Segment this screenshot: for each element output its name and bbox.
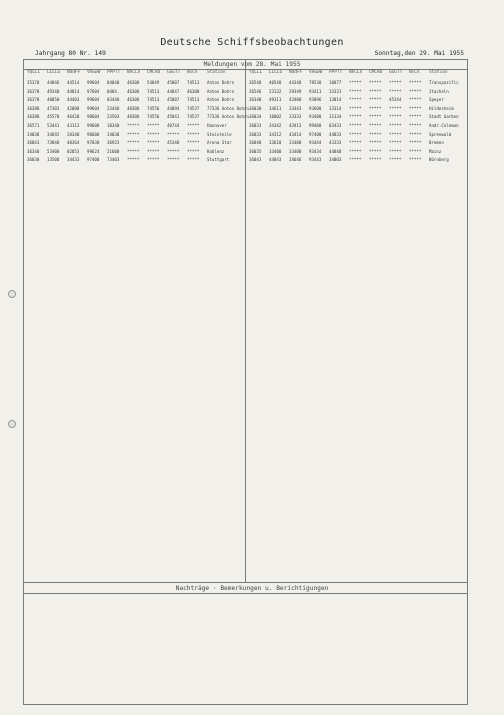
code-cell: ***** (389, 88, 402, 94)
code-cell: 11334 (329, 114, 342, 120)
code-cell: 42000 (67, 105, 80, 111)
code-cell: 10340 (107, 123, 120, 128)
code-cell: 40300 (127, 114, 140, 120)
station-name: Hildesheim (429, 105, 454, 111)
code-cell: 93444 (309, 140, 322, 146)
punch-hole-top (8, 290, 16, 298)
code-cell: 10002 (269, 114, 282, 120)
station-name: Arona Star (207, 140, 232, 146)
notes-label: Nachträge · Bemerkungen u. Berichtigungen (175, 585, 329, 592)
code-cell: 93096 (309, 97, 322, 103)
code-cell: 34433 (67, 157, 80, 163)
code-cell: 47303 (47, 105, 60, 111)
code-cell: 99600 (87, 123, 100, 128)
code-cell: ***** (369, 97, 382, 103)
code-cell: 36370 (27, 97, 40, 103)
code-cell: 13500 (47, 157, 60, 163)
code-cell: 36033 (249, 131, 262, 137)
code-cell: 53441 (47, 123, 60, 128)
code-cell: ***** (369, 131, 382, 137)
code-cell: 73403 (107, 157, 120, 163)
code-cell: ***** (349, 114, 362, 120)
code-cell: 74513 (147, 88, 160, 94)
code-cell: 44046 (47, 80, 60, 85)
code-cell: 33400 (289, 140, 302, 146)
code-cell: 74513 (187, 97, 200, 103)
code-cell: ***** (349, 157, 362, 163)
code-cell: ***** (409, 114, 422, 120)
station-name: Jtocheln (429, 88, 449, 94)
code-cell: ***** (187, 157, 200, 163)
column-header: CMCHD (369, 70, 383, 75)
left-column-headers (27, 70, 237, 75)
code-cell: ***** (147, 131, 160, 137)
code-cell: 43414 (289, 131, 302, 137)
code-cell: 40744 (167, 123, 180, 128)
center-divider (245, 59, 246, 582)
code-cell: ***** (127, 131, 140, 137)
station-name: Bremen (429, 140, 444, 146)
code-cell: 46300 (127, 80, 140, 85)
code-cell: 98604 (87, 114, 100, 120)
code-cell: 93600 (309, 105, 322, 111)
table-row (27, 131, 245, 139)
code-cell: 74513 (147, 97, 160, 103)
code-cell: 97030 (87, 140, 100, 146)
code-cell: 36340 (27, 148, 40, 154)
column-header: NddFF (67, 70, 81, 75)
code-cell: ***** (147, 148, 160, 154)
code-cell: ***** (369, 140, 382, 146)
column-header: YQLLL (27, 70, 41, 75)
code-cell: ***** (409, 80, 422, 85)
code-cell: ***** (389, 140, 402, 146)
code-cell: 43400 (289, 97, 302, 103)
code-cell: 44047 (167, 88, 180, 94)
document-title: Deutsche Schiffsbeobachtungen (160, 37, 344, 48)
code-cell: 49340 (47, 88, 60, 94)
column-header: NddFF (289, 70, 303, 75)
code-cell: 99604 (87, 80, 100, 85)
code-cell: 23132 (269, 88, 282, 94)
code-cell: 33400 (289, 148, 302, 154)
code-cell: ***** (369, 123, 382, 128)
code-cell: 03440 (107, 97, 120, 103)
table-row (249, 79, 467, 87)
date-line: Sonntag,den 29. Mai 1955 (374, 50, 464, 57)
table-row (249, 131, 467, 139)
column-header: PPPTT (107, 70, 121, 75)
punch-hole-bottom (8, 420, 16, 428)
code-cell: 49311 (269, 97, 282, 103)
issue-number: 149 (94, 50, 106, 57)
code-cell: ***** (167, 148, 180, 154)
code-cell: ***** (167, 157, 180, 163)
code-cell: 53400 (47, 148, 60, 154)
code-cell: 36380 (27, 114, 40, 120)
code-cell: 44514 (67, 80, 80, 85)
table-row (27, 156, 245, 164)
station-name: Mainz (429, 148, 442, 154)
code-cell: 36546 (249, 88, 262, 94)
code-cell: ***** (127, 148, 140, 154)
code-cell: ***** (349, 80, 362, 85)
station-name: Transpazific (429, 80, 459, 85)
code-cell: 21600 (107, 148, 120, 154)
code-cell: ***** (389, 80, 402, 85)
code-cell: 98600 (87, 131, 100, 137)
station-name: Speyer (429, 97, 444, 103)
table-row (249, 156, 467, 164)
table-row (27, 139, 245, 147)
code-cell: 40050 (47, 97, 60, 103)
code-cell: 36923 (107, 140, 120, 146)
notes-divider (23, 582, 468, 583)
code-cell: ***** (349, 97, 362, 103)
station-name: 77336 Anton Dohrn (207, 105, 249, 111)
code-cell: 23503 (107, 114, 120, 120)
code-cell: 33610 (269, 140, 282, 146)
code-cell: 97400 (309, 131, 322, 137)
code-cell: 93400 (309, 114, 322, 120)
column-header: NsCh (187, 70, 198, 75)
code-cell: 97400 (87, 157, 100, 163)
code-cell: 0404. (107, 88, 120, 94)
code-cell: 43333 (329, 140, 342, 146)
code-cell: 45007 (167, 97, 180, 103)
station-name: Nürnberg (429, 157, 449, 163)
column-header: PPPTT (329, 70, 343, 75)
code-cell: 73840 (47, 140, 60, 146)
code-cell: 34646 (289, 157, 302, 163)
code-cell: ***** (409, 123, 422, 128)
code-cell: 33400 (269, 148, 282, 154)
code-cell: ***** (389, 148, 402, 154)
code-cell: ***** (369, 80, 382, 85)
code-cell: 36540 (249, 80, 262, 85)
table-row (27, 113, 249, 121)
code-cell: 29349 (289, 88, 302, 94)
code-cell: 40300 (127, 105, 140, 111)
station-name: Hannover (207, 123, 227, 128)
station-name: Anton Dohrn (207, 88, 235, 94)
code-cell: 97604 (87, 88, 100, 94)
table-row (249, 105, 467, 113)
code-cell: 23440 (107, 105, 120, 111)
code-cell: ***** (349, 140, 362, 146)
code-cell: 34003 (329, 157, 342, 163)
column-header: YQLLL (249, 70, 263, 75)
code-cell: ***** (389, 123, 402, 128)
code-cell: ***** (409, 88, 422, 94)
code-cell: 34030 (107, 131, 120, 137)
code-cell: 40540 (269, 80, 282, 85)
table-row (27, 122, 245, 130)
code-cell: ***** (409, 157, 422, 163)
code-cell: 44043 (269, 157, 282, 163)
code-cell: ***** (369, 105, 382, 111)
code-cell: ***** (389, 157, 402, 163)
code-cell: ***** (167, 131, 180, 137)
code-cell: ***** (349, 131, 362, 137)
station-name: 77336 Anton Dohrn (207, 114, 249, 120)
column-header: NhCLh (127, 70, 141, 75)
code-cell: ***** (147, 140, 160, 146)
code-cell: 45340 (167, 140, 180, 146)
code-cell: 36030 (27, 157, 40, 163)
code-cell: 54049 (147, 80, 160, 85)
table-row (249, 122, 467, 130)
code-cell: ***** (409, 105, 422, 111)
table-row (27, 148, 245, 156)
code-cell: 93443 (309, 157, 322, 163)
code-cell: 34342 (269, 123, 282, 128)
code-cell: 36380 (27, 105, 40, 111)
table-row (249, 113, 467, 121)
code-cell: 13014 (329, 97, 342, 103)
code-cell: ***** (369, 157, 382, 163)
code-cell: 99624 (87, 148, 100, 154)
right-column-headers (249, 70, 459, 75)
station-name: Andr.Coleman (429, 123, 459, 128)
code-cell: ***** (409, 97, 422, 103)
code-cell: ***** (349, 105, 362, 111)
code-cell: ***** (349, 123, 362, 128)
code-cell: ***** (187, 131, 200, 137)
code-cell: 36043 (27, 140, 40, 146)
column-header: NhCLh (349, 70, 363, 75)
code-cell: 36340 (249, 97, 262, 103)
station-name: Spreewald (429, 131, 452, 137)
code-cell: 45007 (167, 80, 180, 85)
table-row (249, 139, 467, 147)
code-cell: ***** (369, 148, 382, 154)
code-cell: 78530 (309, 80, 322, 85)
code-cell: 46300 (127, 97, 140, 103)
code-cell: ***** (147, 123, 160, 128)
year-prefix: Jahrgang 80 Nr. (35, 50, 91, 57)
code-cell: 20340 (67, 131, 80, 137)
code-cell: 36370 (27, 88, 40, 94)
table-row (27, 105, 249, 113)
code-cell: 74537 (187, 114, 200, 120)
column-header: CMCHD (147, 70, 161, 75)
code-cell: 34038 (27, 131, 40, 137)
code-cell: ***** (187, 148, 200, 154)
code-cell: 74556 (147, 114, 160, 120)
column-header: LLLLG (47, 70, 61, 75)
station-name: Steinteile (207, 131, 232, 137)
code-cell: 02053 (67, 148, 80, 154)
column-header: Station (207, 70, 226, 75)
code-cell: 44040 (329, 148, 342, 154)
code-cell: 36040 (249, 140, 262, 146)
code-cell: ***** (409, 148, 422, 154)
code-cell: 45570 (47, 114, 60, 120)
code-cell: ***** (127, 157, 140, 163)
table-row (27, 96, 245, 104)
table-row (249, 96, 467, 104)
code-cell: 13314 (329, 105, 342, 111)
code-cell: 45344 (389, 97, 402, 103)
code-cell: ***** (389, 131, 402, 137)
code-cell: ***** (409, 140, 422, 146)
code-cell: ***** (127, 140, 140, 146)
code-cell: 33443 (289, 105, 302, 111)
code-cell: 93411 (309, 88, 322, 94)
table-row (27, 79, 245, 87)
column-header: LLLLG (269, 70, 283, 75)
column-header: NsCh (409, 70, 420, 75)
code-cell: 74537 (187, 105, 200, 111)
code-cell: 99604 (87, 105, 100, 111)
code-cell: 36043 (249, 157, 262, 163)
code-cell: ***** (389, 105, 402, 111)
code-cell: ***** (147, 157, 160, 163)
code-cell: ***** (349, 88, 362, 94)
year-number-line (35, 50, 106, 57)
code-cell: 36030 (249, 105, 262, 111)
column-header: GGGTT (389, 70, 403, 75)
code-cell: 10077 (329, 80, 342, 85)
code-cell: 44340 (289, 80, 302, 85)
code-cell: 44403 (67, 97, 80, 103)
code-cell: 44014 (67, 88, 80, 94)
code-cell: 46300 (127, 88, 140, 94)
table-row (249, 148, 467, 156)
code-cell: ***** (369, 114, 382, 120)
code-cell: 46300 (187, 88, 200, 94)
code-cell: 04040 (107, 80, 120, 85)
code-cell: 36033 (249, 123, 262, 128)
code-cell: 93434 (309, 148, 322, 154)
code-cell: 43113 (67, 123, 80, 128)
code-cell: 34611 (269, 105, 282, 111)
station-name: Anton Dohrn (207, 97, 235, 103)
code-cell: 34312 (269, 131, 282, 137)
code-cell: 46420 (67, 114, 80, 120)
code-cell: 34692 (47, 131, 60, 137)
code-cell: 13331 (329, 88, 342, 94)
code-cell: 44094 (167, 105, 180, 111)
station-name: Koblenz (207, 148, 225, 154)
code-cell: 03433 (329, 123, 342, 128)
column-header: GGGTT (167, 70, 181, 75)
notes-header-divider (23, 593, 468, 594)
code-cell: 36034 (249, 114, 262, 120)
code-cell: 33333 (289, 114, 302, 120)
code-cell: 44033 (329, 131, 342, 137)
code-cell: 45041 (167, 114, 180, 120)
station-name: Stadt Garben (429, 114, 459, 120)
code-cell: 99604 (87, 97, 100, 103)
column-header: VVwwW (87, 70, 101, 75)
station-name: Anton Dohrn (207, 80, 235, 85)
station-name: Stuttgart (207, 157, 230, 163)
code-cell: ***** (187, 140, 200, 146)
code-cell: ***** (349, 148, 362, 154)
code-cell: ***** (409, 131, 422, 137)
code-cell: 74513 (187, 80, 200, 85)
column-header: VVwwW (309, 70, 323, 75)
code-cell: 40364 (67, 140, 80, 146)
code-cell: 99400 (309, 123, 322, 128)
code-cell: 74556 (147, 105, 160, 111)
table-row (27, 88, 245, 96)
code-cell: ***** (187, 123, 200, 128)
code-cell: ***** (389, 114, 402, 120)
code-cell: ***** (127, 123, 140, 128)
reports-label: Meldungen vom 28. Mai 1955 (203, 61, 301, 68)
code-cell: 36035 (249, 148, 262, 154)
code-cell: 43413 (289, 123, 302, 128)
code-cell: 36571 (27, 123, 40, 128)
table-row (249, 88, 467, 96)
column-header: Station (429, 70, 448, 75)
code-cell: 35370 (27, 80, 40, 85)
code-cell: ***** (369, 88, 382, 94)
